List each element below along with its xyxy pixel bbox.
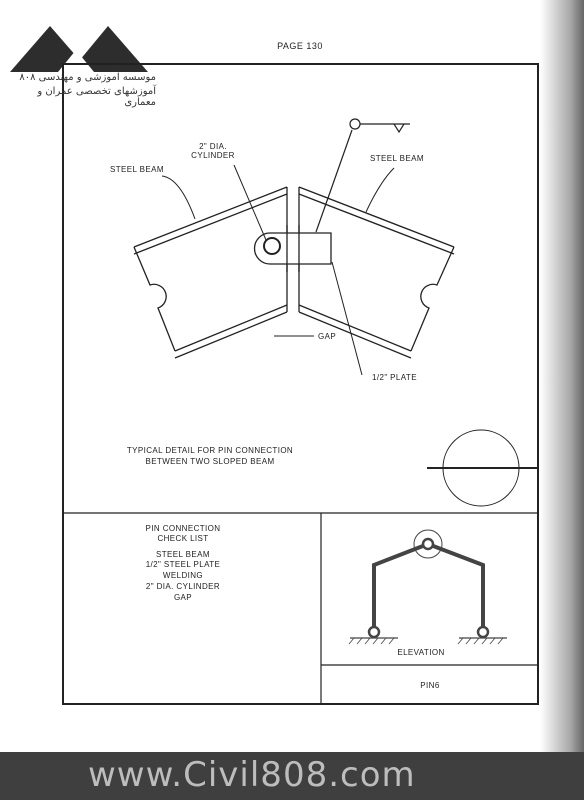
checklist-title-line2: CHECK LIST [157,534,209,543]
checklist-title-line1: PIN CONNECTION [145,524,221,533]
logo-text-line2: آموزشهای تخصصی عمران و معماری [37,86,156,108]
pin-symbol-icon [427,430,538,506]
gap-label: GAP [318,332,337,341]
checklist-item: 1/2" STEEL PLATE [145,560,221,569]
plate-label: 1/2" PLATE [372,373,417,382]
elevation-label: ELEVATION [397,648,445,657]
cylinder-label-line2: CYLINDER [191,151,235,160]
cylinder-label-line1: 2" DIA. [199,142,227,151]
elevation-frame-diagram [349,530,507,644]
left-beam-label: STEEL BEAM [110,165,164,174]
leader-lines [162,165,394,375]
checklist-item: WELDING [162,571,204,580]
drawing-title: PIN6 [420,681,440,690]
logo-icon [10,26,148,72]
left-steel-beam [134,187,287,358]
caption-line2: BETWEEN TWO SLOPED BEAM [145,457,275,466]
checklist-item: STEEL BEAM [156,550,210,559]
sheet-border [63,64,538,704]
caption-line1: TYPICAL DETAIL FOR PIN CONNECTION [126,446,294,455]
half-inch-plate [255,233,331,264]
checklist-item: GAP [173,593,193,602]
checklist-item: 2" DIA. CYLINDER [145,582,221,591]
logo-text-line1: موسسه آموزشی و مهندسی ۸۰۸ [19,72,156,83]
right-beam-label: STEEL BEAM [370,154,424,163]
page-number: PAGE 130 [277,41,323,51]
weld-symbol-icon [316,119,410,232]
page-edge-shadow [540,0,584,752]
watermark-text: www.Civil808.com [88,755,416,795]
